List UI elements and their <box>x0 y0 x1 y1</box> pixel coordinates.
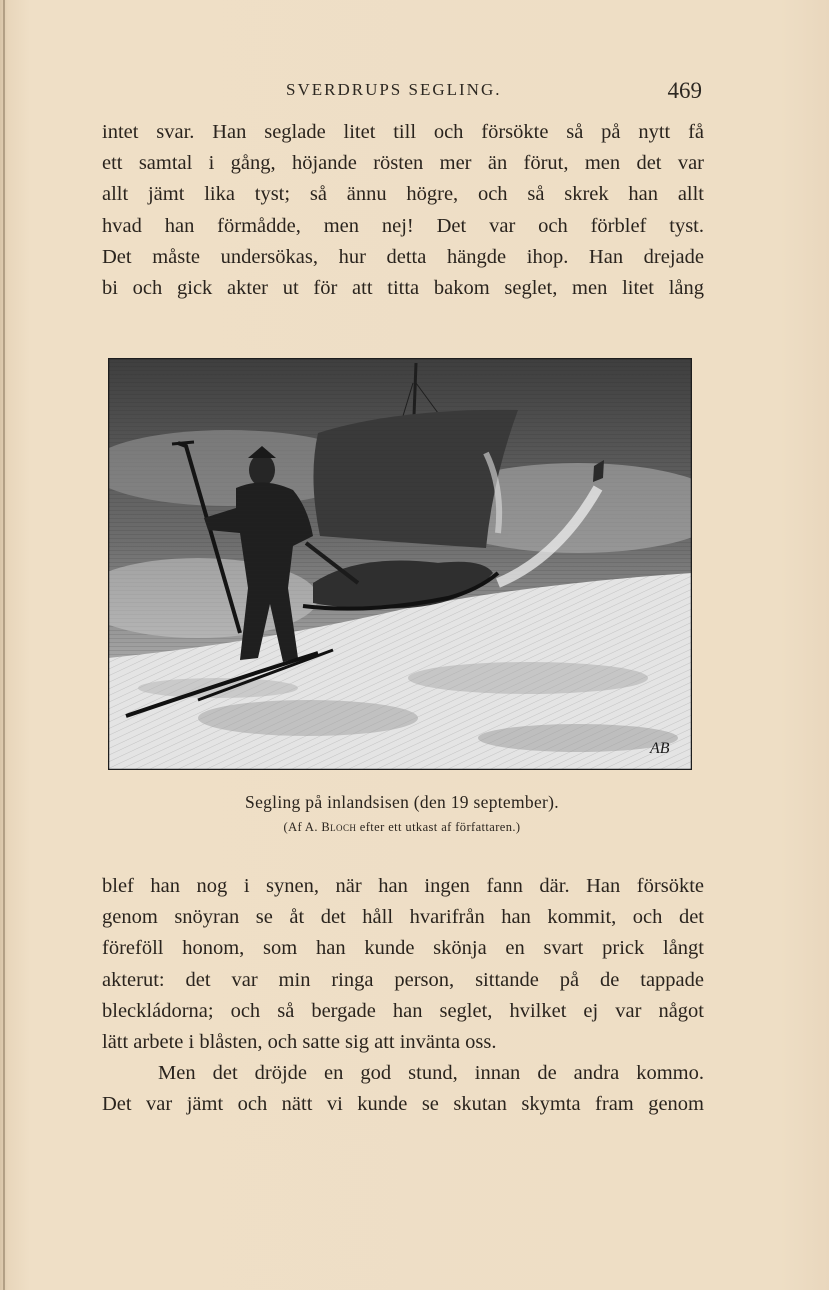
text-line: Det måste undersökas, hur detta hängde ihop. Han drejade <box>102 245 704 268</box>
body-text-bottom <box>102 871 704 1121</box>
illustration-caption: Segling på inlandsisen (den 19 september). <box>245 792 559 812</box>
skier-head <box>249 454 275 486</box>
mast <box>414 363 416 416</box>
page-gutter-edge <box>3 0 5 1290</box>
text-line: lätt arbete i blåsten, och satte sig att invänta oss. <box>102 1030 497 1053</box>
page-number: 469 <box>667 78 702 103</box>
illustration-credit <box>100 820 704 835</box>
text-line: hvad han förmådde, men nej! Det var och förblef tyst. <box>102 214 704 237</box>
text-line: intet svar. Han seglade litet till och försökte så på nytt få <box>102 121 704 143</box>
credit-artist: Bloch <box>321 820 357 834</box>
credit-suffix: efter ett utkast af författaren.) <box>356 820 521 834</box>
running-head <box>100 78 704 108</box>
artist-monogram: AB <box>650 740 670 757</box>
text-line: Men det dröjde en god stund, innan de andra kommo. <box>158 1062 704 1085</box>
credit-prefix: (Af A. <box>283 820 322 834</box>
body-text-top <box>102 117 704 304</box>
text-line: bleckládorna; och så bergade han seglet, hvilket ej var något <box>102 999 704 1022</box>
text-line: blef han nog i synen, när han ingen fann där. Han försökte <box>102 875 704 897</box>
text-line: bi och gick akter ut för att titta bakom seglet, men litet lång <box>102 276 704 299</box>
text-line: ett samtal i gång, höjande rösten mer än förut, men det var <box>102 152 704 175</box>
text-line: föreföll honom, som han kunde skönja en svart prick långt <box>102 937 704 960</box>
text-line: allt jämt lika tyst; så ännu högre, och så skrek han allt <box>102 183 704 206</box>
illustration-sledge-sailing <box>108 358 692 770</box>
text-line: akterut: det var min ringa person, sittande på de tappade <box>102 968 704 991</box>
text-line: Det var jämt och nätt vi kunde se skutan skymta fram genom <box>102 1093 704 1116</box>
text-line: genom snöyran se åt det håll hvarifrån han kommit, och det <box>102 906 704 929</box>
running-title: SVERDRUPS SEGLING. <box>286 80 502 99</box>
engraving-image <box>108 358 692 770</box>
